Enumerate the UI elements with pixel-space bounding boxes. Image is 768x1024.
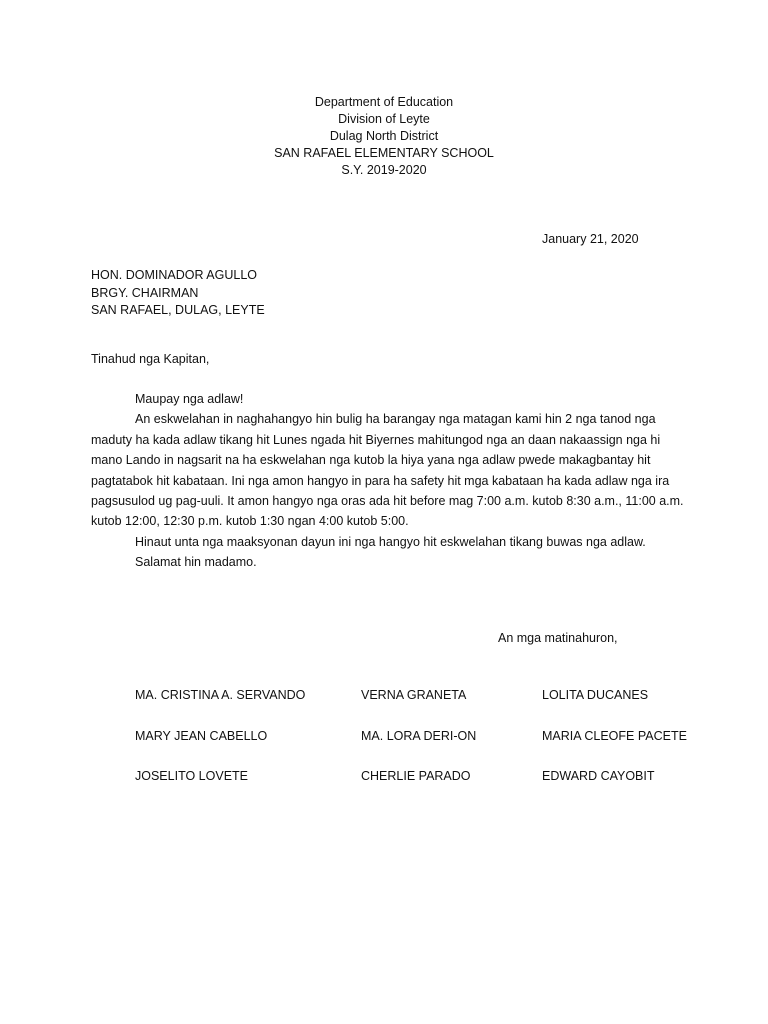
header-division: Division of Leyte [338, 112, 430, 126]
body-thanks: Salamat hin madamo. [135, 555, 257, 570]
signatory-row [135, 769, 695, 810]
signatory-name: MARIA CLEOFE PACETE [542, 728, 687, 743]
header-district: Dulag North District [329, 129, 439, 143]
complimentary-closing: An mga matinahuron, [498, 631, 618, 645]
signatory-name: MA. LORA DERI-ON [361, 728, 477, 743]
letter-date: January 21, 2020 [542, 232, 639, 246]
header-school-year: S.Y. 2019-2020 [341, 163, 427, 177]
letter-body [91, 389, 691, 573]
signatory-name: LOLITA DUCANES [542, 688, 649, 702]
signatory-name: CHERLIE PARADO [361, 769, 471, 783]
body-paragraph-hope: Hinaut unta nga maaksyonan dayun ini nga hangyo hit eskwelahan tikang buwas nga adlaw. [135, 534, 646, 549]
signatory-name: VERNA GRANETA [361, 688, 467, 702]
signatory-row [135, 729, 695, 770]
signatory-name: MA. CRISTINA A. SERVANDO [135, 688, 306, 702]
signatory-name: MARY JEAN CABELLO [135, 728, 268, 743]
salutation: Tinahud nga Kapitan, [91, 352, 210, 366]
header-department: Department of Education [314, 95, 454, 109]
header-school: SAN RAFAEL ELEMENTARY SCHOOL [274, 146, 494, 160]
letter-header [0, 94, 768, 179]
addressee-name: HON. DOMINADOR AGULLO [91, 268, 257, 282]
addressee-address: SAN RAFAEL, DULAG, LEYTE [91, 303, 265, 317]
signatory-name: EDWARD CAYOBIT [542, 769, 655, 783]
addressee-block [91, 267, 265, 320]
signatories-grid [135, 688, 695, 810]
signatory-row [135, 688, 695, 729]
addressee-title: BRGY. CHAIRMAN [91, 285, 199, 300]
body-greeting: Maupay nga adlaw! [135, 392, 244, 406]
signatory-name: JOSELITO LOVETE [135, 769, 249, 783]
body-paragraph-request: An eskwelahan in naghahangyo hin bulig ha barangay nga matagan kami hin 2 nga tanod nga maduty ha kada adlaw tikang hit Lunes ngada hit Biyernes mahitungod nga an daan nakaassign nga hi mano Lando in nagsarit na ha eskwelahan nga kutob la hiya yana nga adlaw pwede makagbantay hit pagtatabok hit kabataan. Ini nga amon hangyo in para ha safety hit mga kabataan ha kada adlaw nga ira pagsusulod ug pag-uuli. It amon hangyo nga oras ada hit before mag 7:00 a.m. kutob 8:30 a.m., 11:00 a.m. kutob 12:00, 12:30 p.m. kutob 1:30 ngan 4:00 kutob 5:00. [91, 412, 684, 529]
